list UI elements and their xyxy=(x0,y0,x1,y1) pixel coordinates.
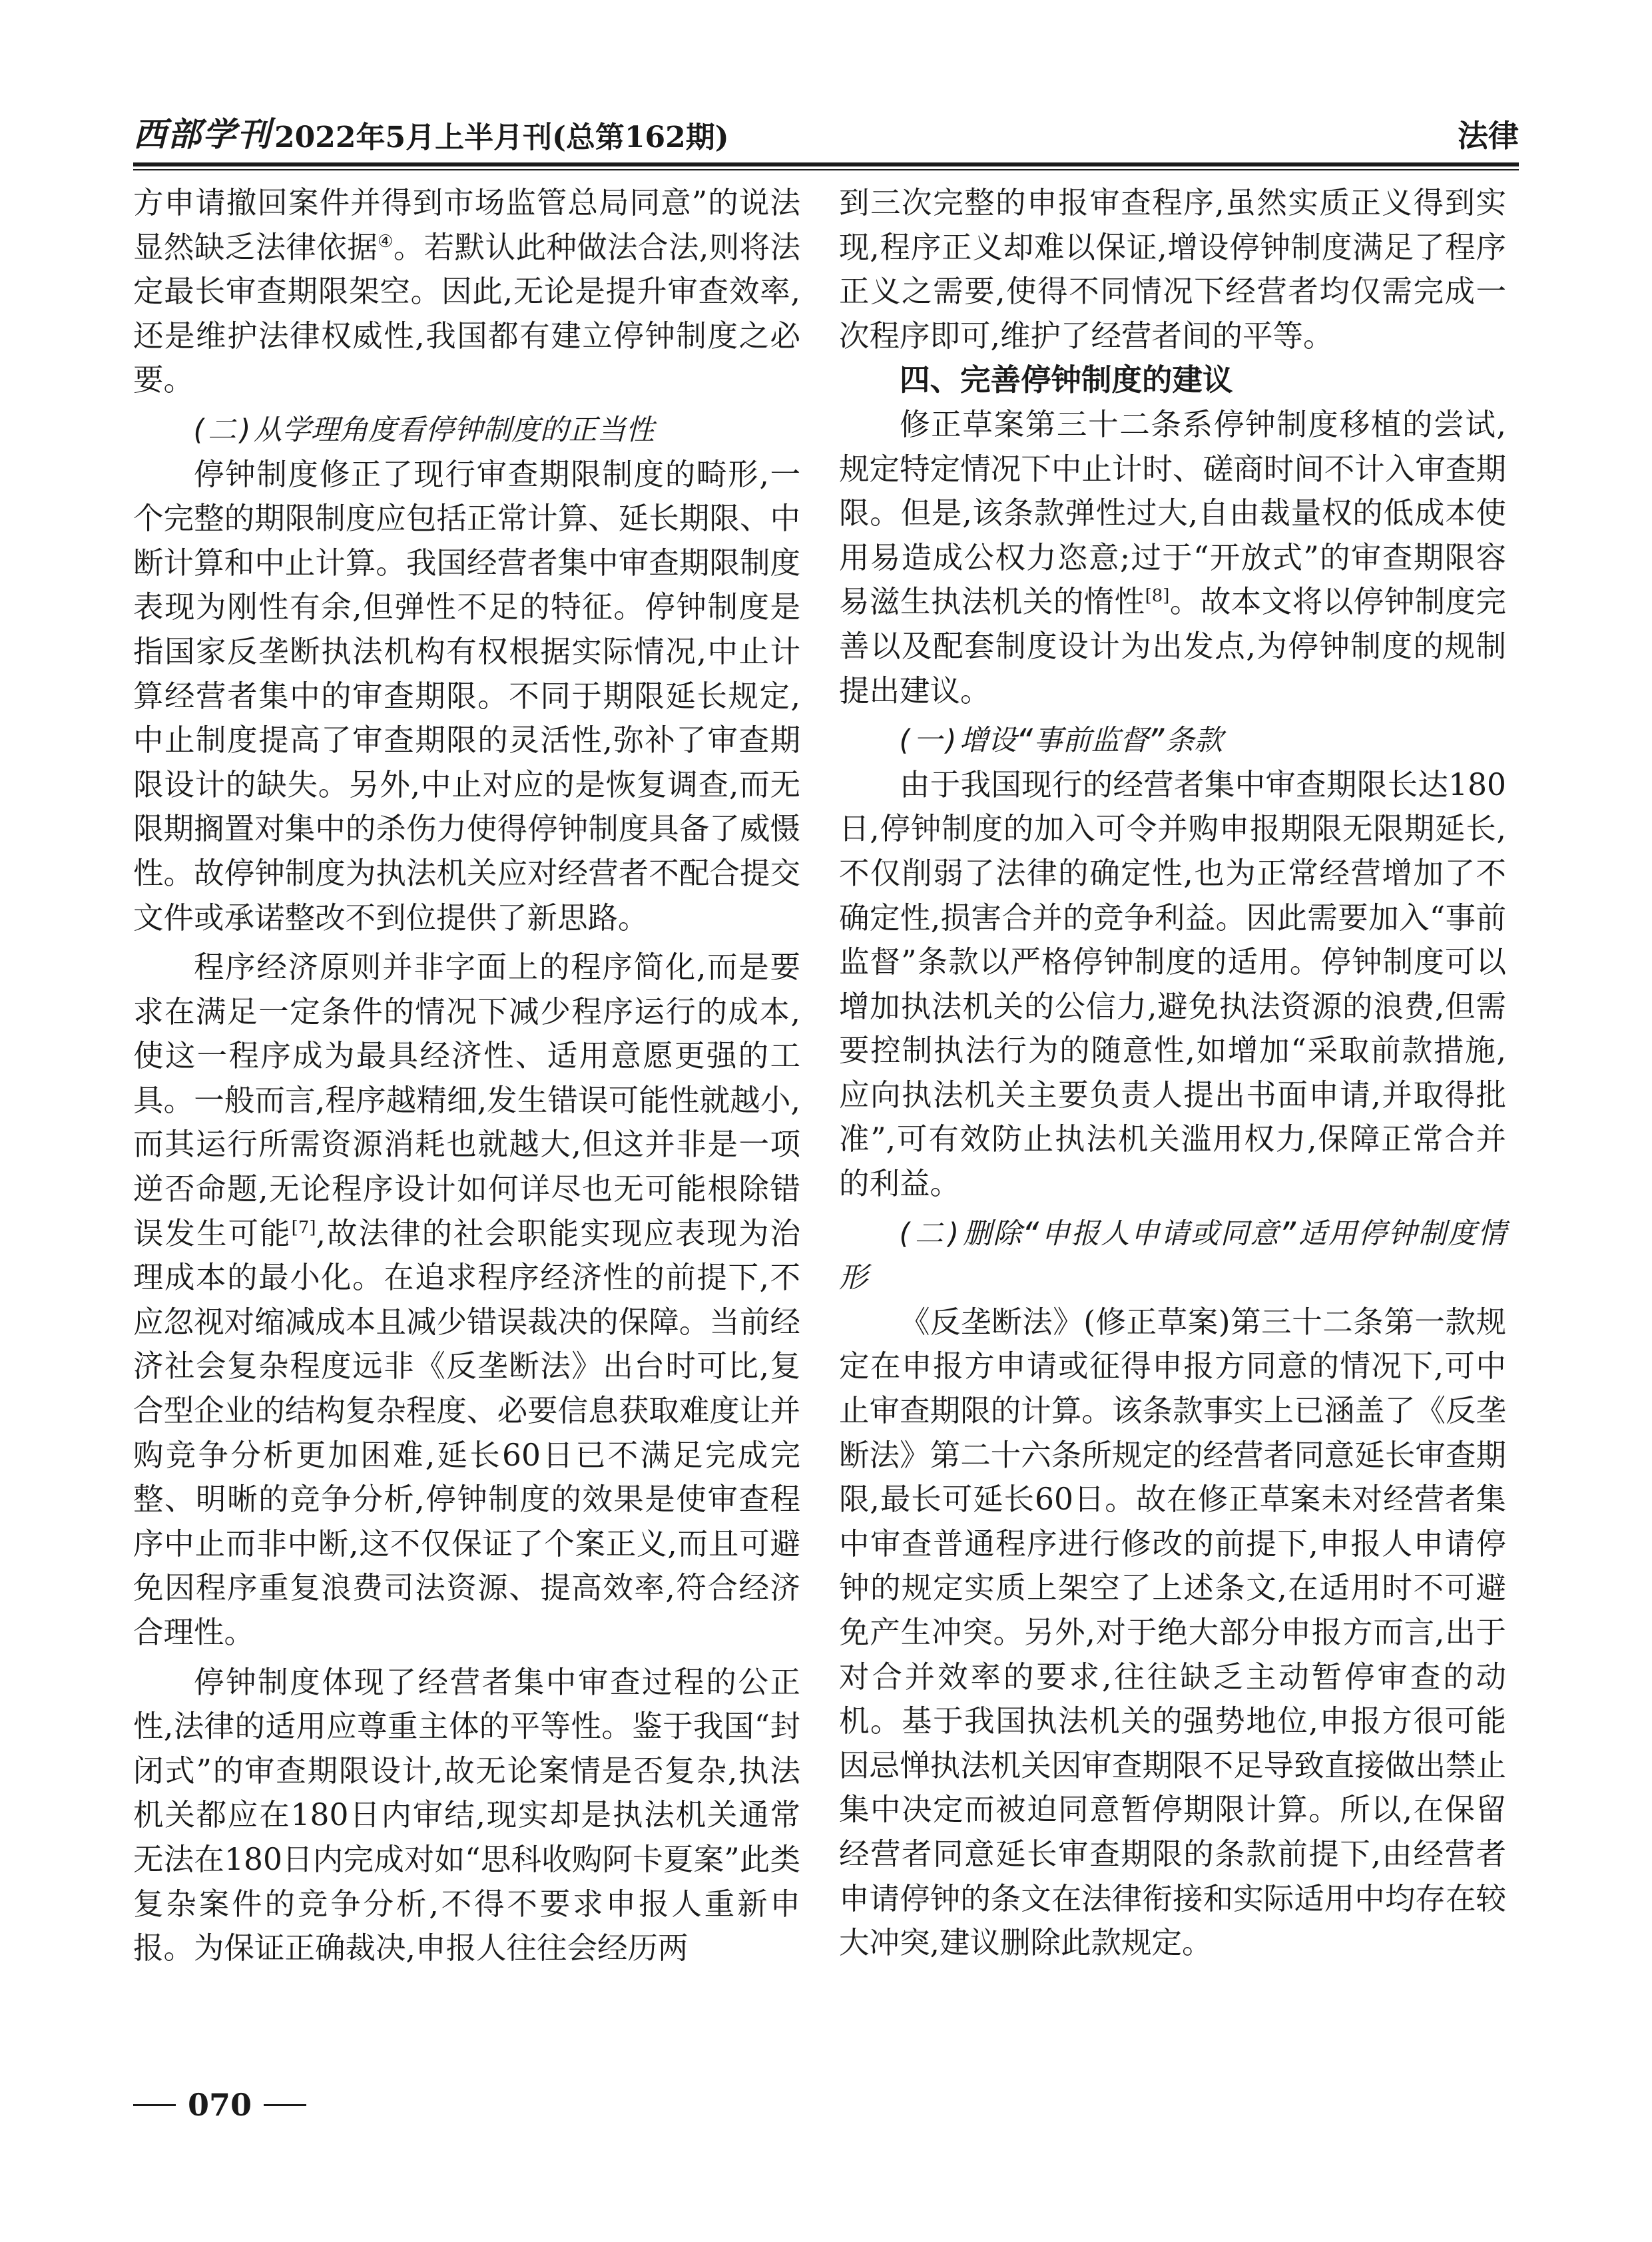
issue-info: 2022年5月上半月刊(总第162期) xyxy=(274,121,729,154)
paragraph: 程序经济原则并非字面上的程序简化,而是要求在满足一定条件的情况下减少程序运行的成本,使这一程序成为最具经济性、适用意愿更强的工具。一般而言,程序越精细,发生错误可能性就越小,而其运行所需资源消耗也就越大,但这并非是一项逆否命题,无论程序设计如何详尽也无可能根除错误发生可能[7],故法律的社会职能实现应表现为治理成本的最小化。在追求程序经济性的前提下,不应忽视对缩减成本且减少错误裁决的保障。当前经济社会复杂程度远非《反垄断法》出台时可比,复合型企业的结构复杂程度、必要信息获取难度让并购竞争分析更加困难,延长60日已不满足完成完整、明晰的竞争分析,停钟制度的效果是使审查程序中止而非中断,这不仅保证了个案正义,而且可避免因程序重复浪费司法资源、提高效率,符合经济合理性。 xyxy=(133,950,800,1650)
paragraph: 《反垄断法》(修正草案)第三十二条第一款规定在申报方申请或征得申报方同意的情况下,可中止审查期限的计算。该条款事实上已涵盖了《反垄断法》第二十六条所规定的经营者同意延长审查期限,最长可延长60日。故在修正草案未对经营者集中审查普通程序进行修改的前提下,申报人申请停钟的规定实质上架空了上述条文,在适用时不可避免产生冲突。另外,对于绝大部分申报方而言,出于对合并效率的要求,往往缺乏主动暂停审查的动机。基于我国执法机关的强势地位,申报方很可能因忌惮执法机关因审查期限不足导致直接做出禁止集中决定而被迫同意暂停期限计算。所以,在保留经营者同意延长审查期限的条款前提下,由经营者申请停钟的条文在法律衔接和实际适用中均存在较大冲突,建议删除此款规定。 xyxy=(839,1304,1506,1961)
journal-logo: 西部学刊 xyxy=(133,115,272,154)
citation-marker: [7] xyxy=(291,1217,316,1238)
paragraph: 由于我国现行的经营者集中审查期限长达180日,停钟制度的加入可令并购申报期限无限期延长,不仅削弱了法律的确定性,也为正常经营增加了不确定性,损害合并的竞争利益。因此需要加入“事前监督”条款以严格停钟制度的适用。停钟制度可以增加执法机关的公信力,避免执法资源的浪费,但需要控制执法行为的随意性,如增加“采取前款措施,应向执法机关主要负责人提出书面申请,并取得批准”,可有效防止执法机关滥用权力,保障正常合并的利益。 xyxy=(839,766,1506,1202)
subsection-heading: (一)增设“事前监督”条款 xyxy=(896,724,1223,758)
footnote-marker: ④ xyxy=(378,231,394,252)
header-rule-thin xyxy=(133,169,1519,170)
footer-dash-left xyxy=(133,2104,176,2106)
paragraph: 停钟制度修正了现行审查期限制度的畸形,一个完整的期限制度应包括正常计算、延长期限、中断计算和中止计算。我国经营者集中审查期限制度表现为刚性有余,但弹性不足的特征。停钟制度是指国家反垄断执法机构有权根据实际情况,中止计算经营者集中的审查期限。不同于期限延长规定,中止制度提高了审查期限的灵活性,弥补了审查期限设计的缺失。另外,中止对应的是恢复调查,而无限期搁置对集中的杀伤力使得停钟制度具备了威慑性。故停钟制度为执法机关应对经营者不配合提交文件或承诺整改不到位提供了新思路。 xyxy=(133,456,800,936)
paragraph: 到三次完整的申报审查程序,虽然实质正义得到实现,程序正义却难以保证,增设停钟制度满足了程序正义之需要,使得不同情况下经营者均仅需完成一次程序即可,维护了经营者间的平等。 xyxy=(839,185,1506,354)
header-rule xyxy=(133,162,1519,166)
running-header xyxy=(133,115,1519,156)
section-label: 法律 xyxy=(1458,118,1519,154)
page-footer xyxy=(133,2087,318,2123)
footer-dash-right xyxy=(264,2104,306,2106)
paragraph: 停钟制度体现了经营者集中审查过程的公正性,法律的适用应尊重主体的平等性。鉴于我国“封闭式”的审查期限设计,故无论案情是否复杂,执法机关都应在180日内审结,现实却是执法机关通常无法在180日内完成对如“思科收购阿卡夏案”此类复杂案件的竞争分析,不得不要求申报人重新申报。为保证正确裁决,申报人往往会经历两 xyxy=(133,1664,800,1966)
citation-marker: [8] xyxy=(1145,586,1170,607)
section-heading: 四、完善停钟制度的建议 xyxy=(900,362,1233,398)
journal-info xyxy=(133,108,729,156)
subsection-heading: (二)删除“申报人申请或同意”适用停钟制度情形 xyxy=(839,1217,1506,1295)
paragraph: 修正草案第三十二条系停钟制度移植的尝试,规定特定情况下中止计时、磋商时间不计入审查期限。但是,该条款弹性过大,自由裁量权的低成本使用易造成公权力恣意;过于“开放式”的审查期限容易滋生执法机关的惰性[8]。故本文将以停钟制度完善以及配套制度设计为出发点,为停钟制度的规制提出建议。 xyxy=(839,406,1506,708)
subsection-heading: (二)从学理角度看停钟制度的正当性 xyxy=(190,413,655,447)
page-number: 070 xyxy=(188,2087,252,2123)
right-column xyxy=(839,181,1506,1966)
paragraph: 方申请撤回案件并得到市场监管总局同意”的说法显然缺乏法律依据④。若默认此种做法合法,则将法定最长审查期限架空。因此,无论是提升审查效率,还是维护法律权威性,我国都有建立停钟制度之必要。 xyxy=(133,185,800,398)
left-column xyxy=(133,181,800,1971)
